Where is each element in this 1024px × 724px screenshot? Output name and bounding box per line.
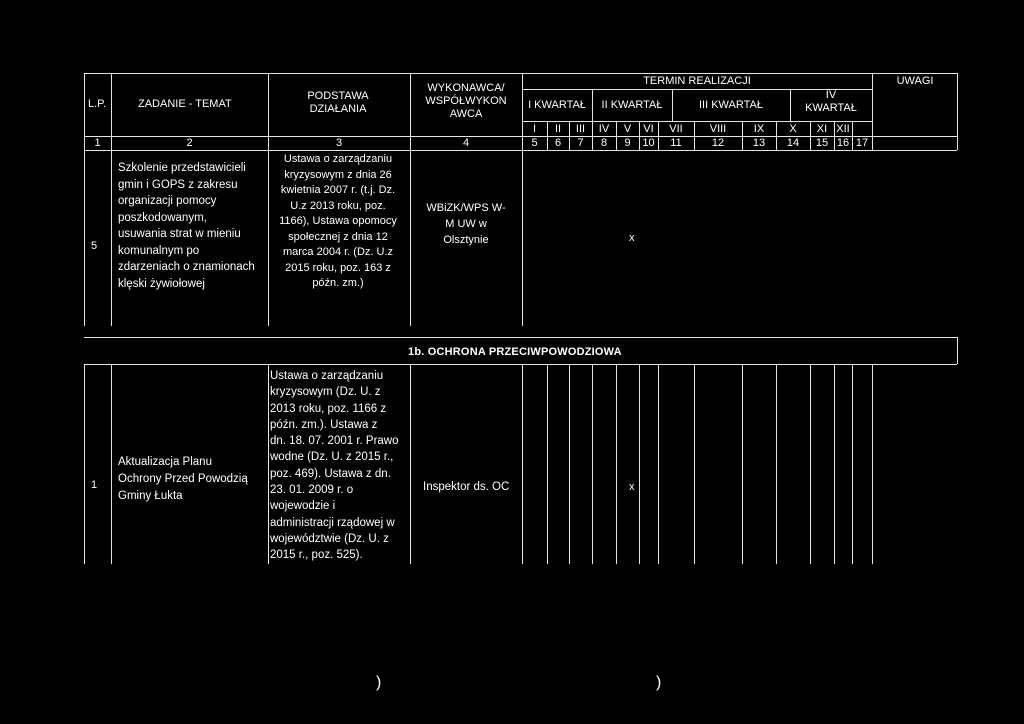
row5-task-line: usuwania strat w mieniu bbox=[118, 228, 241, 240]
row1-term-mark: x bbox=[629, 481, 635, 493]
row5-basis-line: społecznej z dnia 12 bbox=[288, 230, 388, 243]
grid-line bbox=[522, 121, 872, 122]
header-q1: I KWARTAŁ bbox=[528, 99, 586, 111]
row1-basis-line: wodne (Dz. U. z 2015 r., bbox=[270, 451, 394, 464]
column-number: 13 bbox=[752, 137, 766, 149]
row5-basis-line: 1166), Ustawa opomocy bbox=[279, 215, 397, 227]
grid-line bbox=[84, 73, 85, 326]
grid-line bbox=[547, 364, 548, 564]
grid-line bbox=[834, 364, 835, 564]
row1-executor: Inspektor ds. OC bbox=[423, 481, 510, 493]
grid-line bbox=[852, 364, 853, 564]
month-label: I bbox=[532, 123, 537, 135]
grid-line bbox=[111, 364, 112, 564]
row1-basis-line: 2015 r., poz. 525). bbox=[270, 549, 363, 562]
grid-line bbox=[776, 364, 777, 564]
column-number: 12 bbox=[711, 137, 725, 149]
grid-line bbox=[658, 364, 659, 564]
grid-line bbox=[84, 364, 957, 365]
grid-line bbox=[616, 364, 617, 564]
row5-exec-line: WBiZK/WPS W- bbox=[426, 202, 506, 214]
grid-line bbox=[592, 364, 593, 564]
header-podstawa bbox=[268, 90, 408, 116]
grid-line bbox=[84, 337, 957, 338]
column-number: 4 bbox=[462, 137, 470, 149]
row5-task bbox=[118, 160, 255, 292]
row1-basis-line: poz. 469). Ustawa z dn. bbox=[270, 467, 391, 480]
column-number: 8 bbox=[600, 137, 608, 149]
column-number: 9 bbox=[624, 137, 631, 149]
grid-line bbox=[268, 364, 269, 564]
row1-basis-line: wojewodzie i bbox=[270, 500, 336, 513]
row5-exec-line: Olsztynie bbox=[443, 234, 489, 246]
row1-basis-line: kryzysowym (Dz. U. z bbox=[270, 386, 381, 399]
row5-task-line: Szkolenie przedstawicieli bbox=[118, 162, 246, 174]
header-q4-line1: IV bbox=[825, 89, 837, 101]
column-number: 17 bbox=[855, 137, 869, 149]
section-title: 1b. OCHRONA PRZECIWPOWODZIOWA bbox=[408, 346, 622, 358]
header-wyk-line1: WYKONAWCA/ bbox=[427, 82, 505, 94]
month-label: V bbox=[623, 123, 632, 135]
row5-basis-line: kwietnia 2007 r. (t.j. Dz. bbox=[280, 184, 396, 196]
column-number: 14 bbox=[786, 137, 800, 149]
row5-basis-line: Ustawa o zarządzaniu bbox=[283, 153, 393, 165]
grid-line bbox=[111, 73, 112, 326]
row5-executor bbox=[410, 200, 522, 248]
column-number: 1 bbox=[94, 137, 101, 149]
column-number: 2 bbox=[186, 137, 193, 149]
month-label: XII bbox=[836, 123, 850, 135]
month-label: III bbox=[575, 123, 586, 135]
header-wyk-line3: AWCA bbox=[449, 108, 483, 120]
header-zadanie: ZADANIE - TEMAT bbox=[138, 98, 232, 110]
row5-basis-line: marca 2004 r. (Dz. U.z bbox=[282, 246, 394, 258]
month-label: II bbox=[554, 123, 562, 135]
grid-line bbox=[872, 121, 873, 150]
column-number: 3 bbox=[335, 137, 343, 149]
column-number: 6 bbox=[554, 137, 562, 149]
grid-line bbox=[957, 73, 958, 150]
header-q2: II KWARTAŁ bbox=[601, 99, 663, 111]
month-label: VI bbox=[643, 123, 654, 135]
row5-exec-line: M UW w bbox=[445, 218, 487, 230]
grid-line bbox=[522, 364, 523, 564]
header-wyk-line2: WSPÓŁWYKON bbox=[425, 95, 507, 107]
grid-line bbox=[84, 150, 957, 151]
row1-basis-line: 2013 roku, poz. 1166 z bbox=[270, 402, 387, 415]
row1-basis-line: województwie (Dz. U. z bbox=[270, 532, 389, 545]
row5-basis-line: późn. zm.) bbox=[312, 277, 364, 289]
row5-basis-line: kryzysowym z dnia 26 bbox=[284, 168, 392, 181]
column-number: 11 bbox=[670, 137, 682, 149]
row5-term-mark: x bbox=[629, 232, 635, 244]
grid-line bbox=[84, 364, 85, 564]
grid-line bbox=[957, 337, 958, 364]
header-q4-line2: KWARTAŁ bbox=[805, 102, 857, 114]
row1-basis-line: administracji rządowej w bbox=[270, 516, 395, 529]
row5-task-line: zdarzeniach o znamionach bbox=[118, 261, 255, 273]
header-podstawa-line2: DZIAŁANIA bbox=[309, 103, 367, 115]
row1-task-line: Gminy Łukta bbox=[118, 490, 183, 502]
grid-line bbox=[694, 364, 695, 564]
grid-line bbox=[742, 364, 743, 564]
row1-basis-line: Ustawa o zarządzaniu bbox=[270, 370, 384, 382]
row5-basis bbox=[268, 152, 408, 292]
row1-basis-line: późn. zm.). Ustawa z bbox=[270, 418, 378, 431]
row1-task-line: Aktualizacja Planu bbox=[118, 456, 212, 468]
month-label: X bbox=[789, 123, 797, 135]
row1-basis-line: dn. 18. 07. 2001 r. Prawo bbox=[270, 435, 399, 448]
month-label: XI bbox=[816, 123, 828, 135]
row5-task-line: gmin i GOPS z zakresu bbox=[118, 178, 238, 191]
page-mark-right: ) bbox=[656, 674, 662, 691]
grid-line bbox=[569, 364, 570, 564]
header-podstawa-line1: PODSTAWA bbox=[307, 90, 369, 102]
header-q4 bbox=[790, 89, 872, 115]
header-uwagi: UWAGI bbox=[896, 75, 934, 87]
column-number: 5 bbox=[531, 137, 538, 149]
month-label: VII bbox=[669, 123, 683, 135]
grid-line bbox=[872, 364, 873, 564]
column-number: 10 bbox=[642, 137, 655, 149]
row5-lp: 5 bbox=[91, 240, 98, 252]
row5-task-line: komunalnym po bbox=[118, 244, 200, 257]
grid-line bbox=[639, 364, 640, 564]
row5-basis-line: 2015 roku, poz. 163 z bbox=[285, 261, 391, 274]
grid-line bbox=[810, 364, 811, 564]
column-number: 7 bbox=[577, 137, 584, 149]
row5-task-line: klęski żywiołowej bbox=[118, 277, 205, 290]
header-q3: III KWARTAŁ bbox=[699, 99, 763, 111]
row5-basis-line: U.z 2013 roku, poz. bbox=[290, 199, 386, 212]
page-mark-left: ) bbox=[376, 674, 382, 691]
row1-basis-line: 23. 01. 2009 r. o bbox=[270, 484, 354, 497]
row1-lp: 1 bbox=[91, 479, 98, 491]
month-label: IV bbox=[598, 123, 610, 135]
row1-task-line: Ochrony Przed Powodzią bbox=[118, 473, 248, 485]
row1-task bbox=[118, 454, 248, 505]
column-number: 15 bbox=[815, 137, 829, 149]
month-label: IX bbox=[753, 123, 765, 135]
grid-line bbox=[84, 73, 957, 74]
header-lp: L.P. bbox=[88, 98, 107, 110]
row1-basis bbox=[270, 368, 399, 564]
row5-task-line: organizacji pomocy bbox=[118, 195, 217, 207]
month-label: VIII bbox=[709, 123, 727, 135]
row5-task-line: poszkodowanym, bbox=[118, 211, 207, 224]
column-number: 16 bbox=[836, 137, 850, 149]
grid-line bbox=[410, 364, 411, 564]
header-wykonawca bbox=[410, 82, 522, 121]
header-termin: TERMIN REALIZACJI bbox=[643, 75, 751, 87]
